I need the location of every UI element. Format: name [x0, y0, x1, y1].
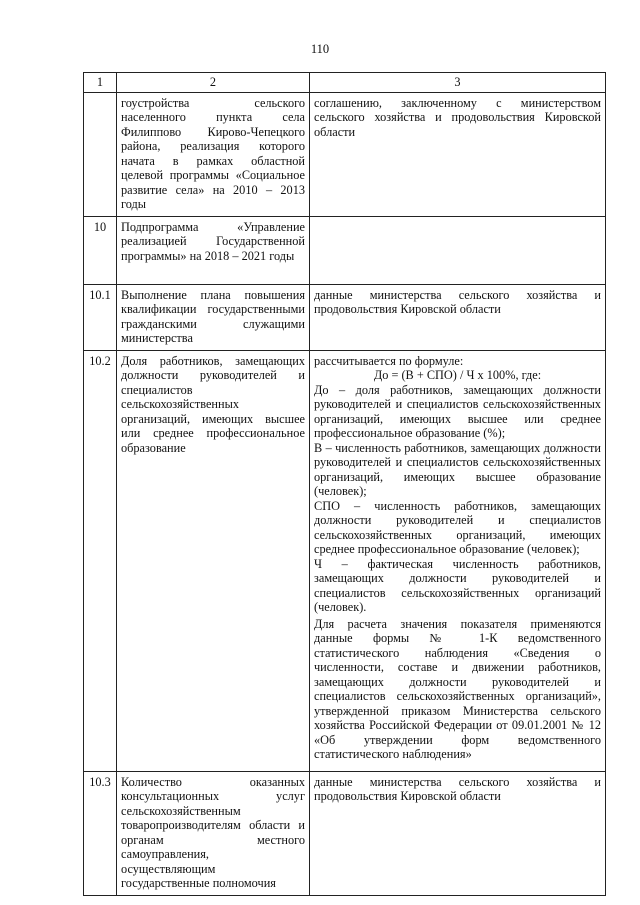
indicator-name: Количество оказанных консультационных услуг сельскохозяйственным товаропроизводителям области и органам местного самоуправления, осуществляющим государственные полномочия: [117, 771, 310, 895]
indicator-source: данные министерства сельского хозяйства и продовольствия Кировской области: [310, 284, 606, 350]
definition-v: В – численность работников, замещающих должности руководителей и специалистов сельскохозяйственных организаций, имеющих высшее образование (человек);: [314, 440, 601, 498]
definition-spo: СПО – численность работников, замещающих должности руководителей и специалистов сельскохозяйственных организаций, имеющих среднее профессиональное образование (человек);: [314, 498, 601, 556]
table-row: [84, 216, 606, 284]
definition-ch: Ч – фактическая численность работников, замещающих должности руководителей и специалистов сельскохозяйственных организаций (человек).: [314, 556, 601, 614]
indicator-source: [310, 216, 606, 284]
row-number: 10.2: [84, 350, 117, 771]
indicator-name: Выполнение плана повышения квалификации государственными гражданскими служащими министерства: [117, 284, 310, 350]
table-row: [84, 284, 606, 350]
page-number: 110: [310, 42, 330, 56]
indicator-source: [310, 350, 606, 771]
indicator-table: [83, 72, 606, 896]
row-number: [84, 92, 117, 216]
column-header-1: 1: [84, 73, 117, 93]
column-header-3: 3: [310, 73, 606, 93]
row-number: 10: [84, 216, 117, 284]
column-header-2: 2: [117, 73, 310, 93]
indicator-name: гоустройства сельского населенного пункта села Филиппово Кирово-Чепецкого района, реализация которого начата в рамках областной целевой программы «Социальное развитие села» на 2010 – 2013 годы: [117, 92, 310, 216]
indicator-source: соглашению, заключенному с министерством сельского хозяйства и продовольствия Кировской области: [310, 92, 606, 216]
row-number: 10.1: [84, 284, 117, 350]
table-row: [84, 350, 606, 771]
table-row: [84, 771, 606, 895]
definition-do: До – доля работников, замещающих должности руководителей и специалистов сельскохозяйственных организаций, имеющих высшее или среднее профессиональное образование (%);: [314, 382, 601, 440]
header-row: [84, 73, 606, 93]
formula-intro: рассчитывается по формуле:: [314, 353, 464, 368]
formula: До = (В + СПО) / Ч х 100%, где:: [373, 368, 542, 382]
row-number: 10.3: [84, 771, 117, 895]
data-source-note: Для расчета значения показателя применяются данные формы № 1-К ведомственного статистического наблюдения «Сведения о численности, составе и движении работников, замещающих должности руководителей и специалистов сельскохозяйственных организаций», утвержденной приказом Министерства сельского хозяйства Российской Федерации от 09.01.2001 № 12 «Об утверждении форм ведомственного статистического наблюдения»: [314, 616, 601, 761]
indicator-source: данные министерства сельского хозяйства и продовольствия Кировской области: [310, 771, 606, 895]
indicator-name: Доля работников, замещающих должности руководителей и специалистов сельскохозяйственных организаций, имеющих высшее или среднее профессиональное образование: [117, 350, 310, 771]
indicator-name: Подпрограмма «Управление реализацией Государственной программы» на 2018 – 2021 годы: [117, 216, 310, 284]
table-row: [84, 92, 606, 216]
